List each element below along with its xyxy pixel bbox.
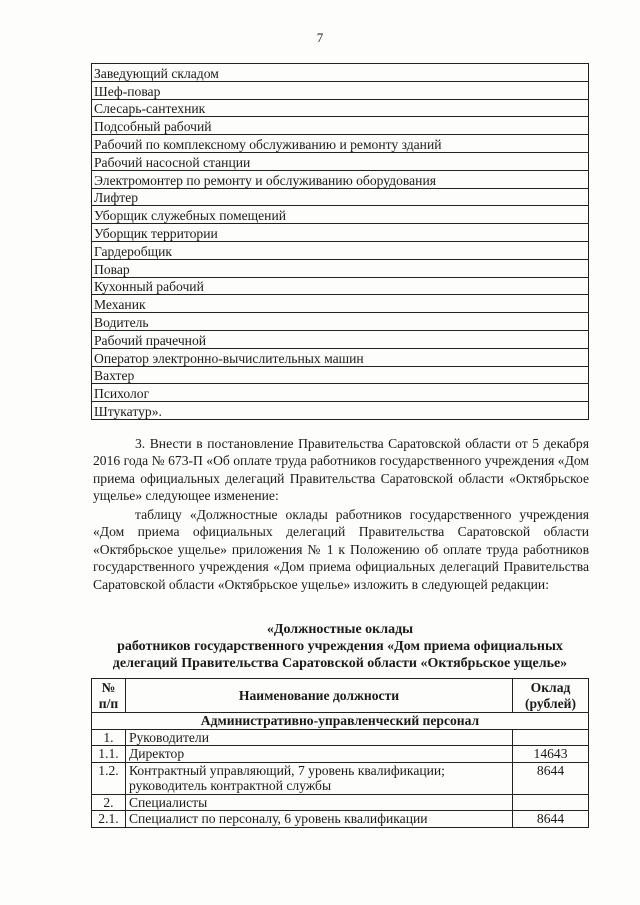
section-row — [92, 713, 589, 730]
table-row — [92, 241, 589, 259]
table-row — [92, 330, 589, 348]
heading-line: работников государственного учреждения «Дом приема официальных — [117, 639, 563, 654]
salary-table-heading — [60, 621, 620, 672]
row-number: 1.1. — [92, 746, 126, 763]
table-row — [92, 224, 589, 242]
header-text: № — [101, 680, 116, 695]
row-number: 1.2. — [92, 762, 126, 794]
column-header-name: Наименование должности — [125, 679, 512, 713]
table-row — [92, 762, 589, 794]
paragraph-amendment: 3. Внести в постановление Правительства Саратовской области от 5 декабря 2016 года № 673-П «Об оплате труда работников государственного учреждения «Дом приема официальных делегаций Правительства Саратовской области «Октябрьское ущелье» следующее изменение: — [93, 436, 589, 504]
position-cell: Рабочий насосной станции — [92, 152, 589, 170]
heading-line: делегаций Правительства Саратовской области «Октябрьское ущелье» — [112, 656, 568, 671]
position-cell: Штукатур». — [92, 402, 589, 420]
table-row — [92, 384, 589, 402]
row-salary: 8644 — [513, 762, 589, 794]
table-row — [92, 117, 589, 135]
heading-line: «Должностные оклады — [266, 622, 414, 637]
position-cell: Рабочий прачечной — [92, 330, 589, 348]
table-row — [92, 295, 589, 313]
position-cell: Повар — [92, 259, 589, 277]
position-cell: Электромонтер по ремонту и обслуживанию оборудования — [92, 170, 589, 188]
header-text: Оклад — [530, 680, 571, 695]
header-text: п/п — [98, 695, 119, 711]
table-row — [92, 366, 589, 384]
row-salary — [513, 794, 589, 811]
table-row — [92, 729, 589, 746]
page-number: 7 — [316, 30, 324, 45]
row-position: Руководители — [125, 729, 512, 746]
table-row — [92, 64, 589, 82]
table-row — [92, 348, 589, 366]
table-row — [92, 259, 589, 277]
position-cell: Рабочий по комплексному обслуживанию и ремонту зданий — [92, 135, 589, 153]
position-cell: Водитель — [92, 313, 589, 331]
row-position: Контрактный управляющий, 7 уровень квалификации; руководитель контрактной службы — [125, 762, 512, 794]
position-cell: Механик — [92, 295, 589, 313]
row-salary — [513, 729, 589, 746]
position-cell: Слесарь-сантехник — [92, 99, 589, 117]
row-salary: 8644 — [513, 811, 589, 828]
position-cell: Уборщик территории — [92, 224, 589, 242]
row-position: Специалисты — [125, 794, 512, 811]
position-cell: Уборщик служебных помещений — [92, 206, 589, 224]
section-title: Административно-управленческий персонал — [92, 713, 589, 730]
table-row — [92, 402, 589, 420]
row-salary: 14643 — [513, 746, 589, 763]
table-row — [92, 99, 589, 117]
position-cell: Гардеробщик — [92, 241, 589, 259]
position-cell: Вахтер — [92, 366, 589, 384]
table-row — [92, 746, 589, 763]
table-row — [92, 81, 589, 99]
column-header-salary — [513, 679, 589, 713]
positions-list-table — [91, 63, 589, 420]
position-cell: Шеф-повар — [92, 81, 589, 99]
table-header-row — [92, 679, 589, 713]
position-cell: Психолог — [92, 384, 589, 402]
table-row — [92, 206, 589, 224]
paragraph-table-replacement: таблицу «Должностные оклады работников государственного учреждения «Дом приема официальных делегаций Правительства Саратовской области «Октябрьское ущелье» приложения № 1 к Положению об оплате труда работников государственного учреждения «Дом приема официальных делегаций Правительства Саратовской области «Октябрьское ущелье» изложить в следующей редакции: — [93, 507, 589, 592]
row-number: 2. — [92, 794, 126, 811]
row-position: Директор — [125, 746, 512, 763]
table-row — [92, 811, 589, 828]
row-position: Специалист по персоналу, 6 уровень квалификации — [125, 811, 512, 828]
position-cell: Кухонный рабочий — [92, 277, 589, 295]
table-row — [92, 135, 589, 153]
position-cell: Оператор электронно-вычислительных машин — [92, 348, 589, 366]
table-row — [92, 277, 589, 295]
table-row — [92, 170, 589, 188]
table-row — [92, 794, 589, 811]
header-text: (рублей) — [525, 695, 577, 711]
row-number: 1. — [92, 729, 126, 746]
column-header-number — [92, 679, 126, 713]
position-cell: Лифтер — [92, 188, 589, 206]
table-row — [92, 313, 589, 331]
row-number: 2.1. — [92, 811, 126, 828]
table-row — [92, 188, 589, 206]
table-row — [92, 152, 589, 170]
position-cell: Заведующий складом — [92, 64, 589, 82]
salary-table — [91, 678, 589, 828]
position-cell: Подсобный рабочий — [92, 117, 589, 135]
